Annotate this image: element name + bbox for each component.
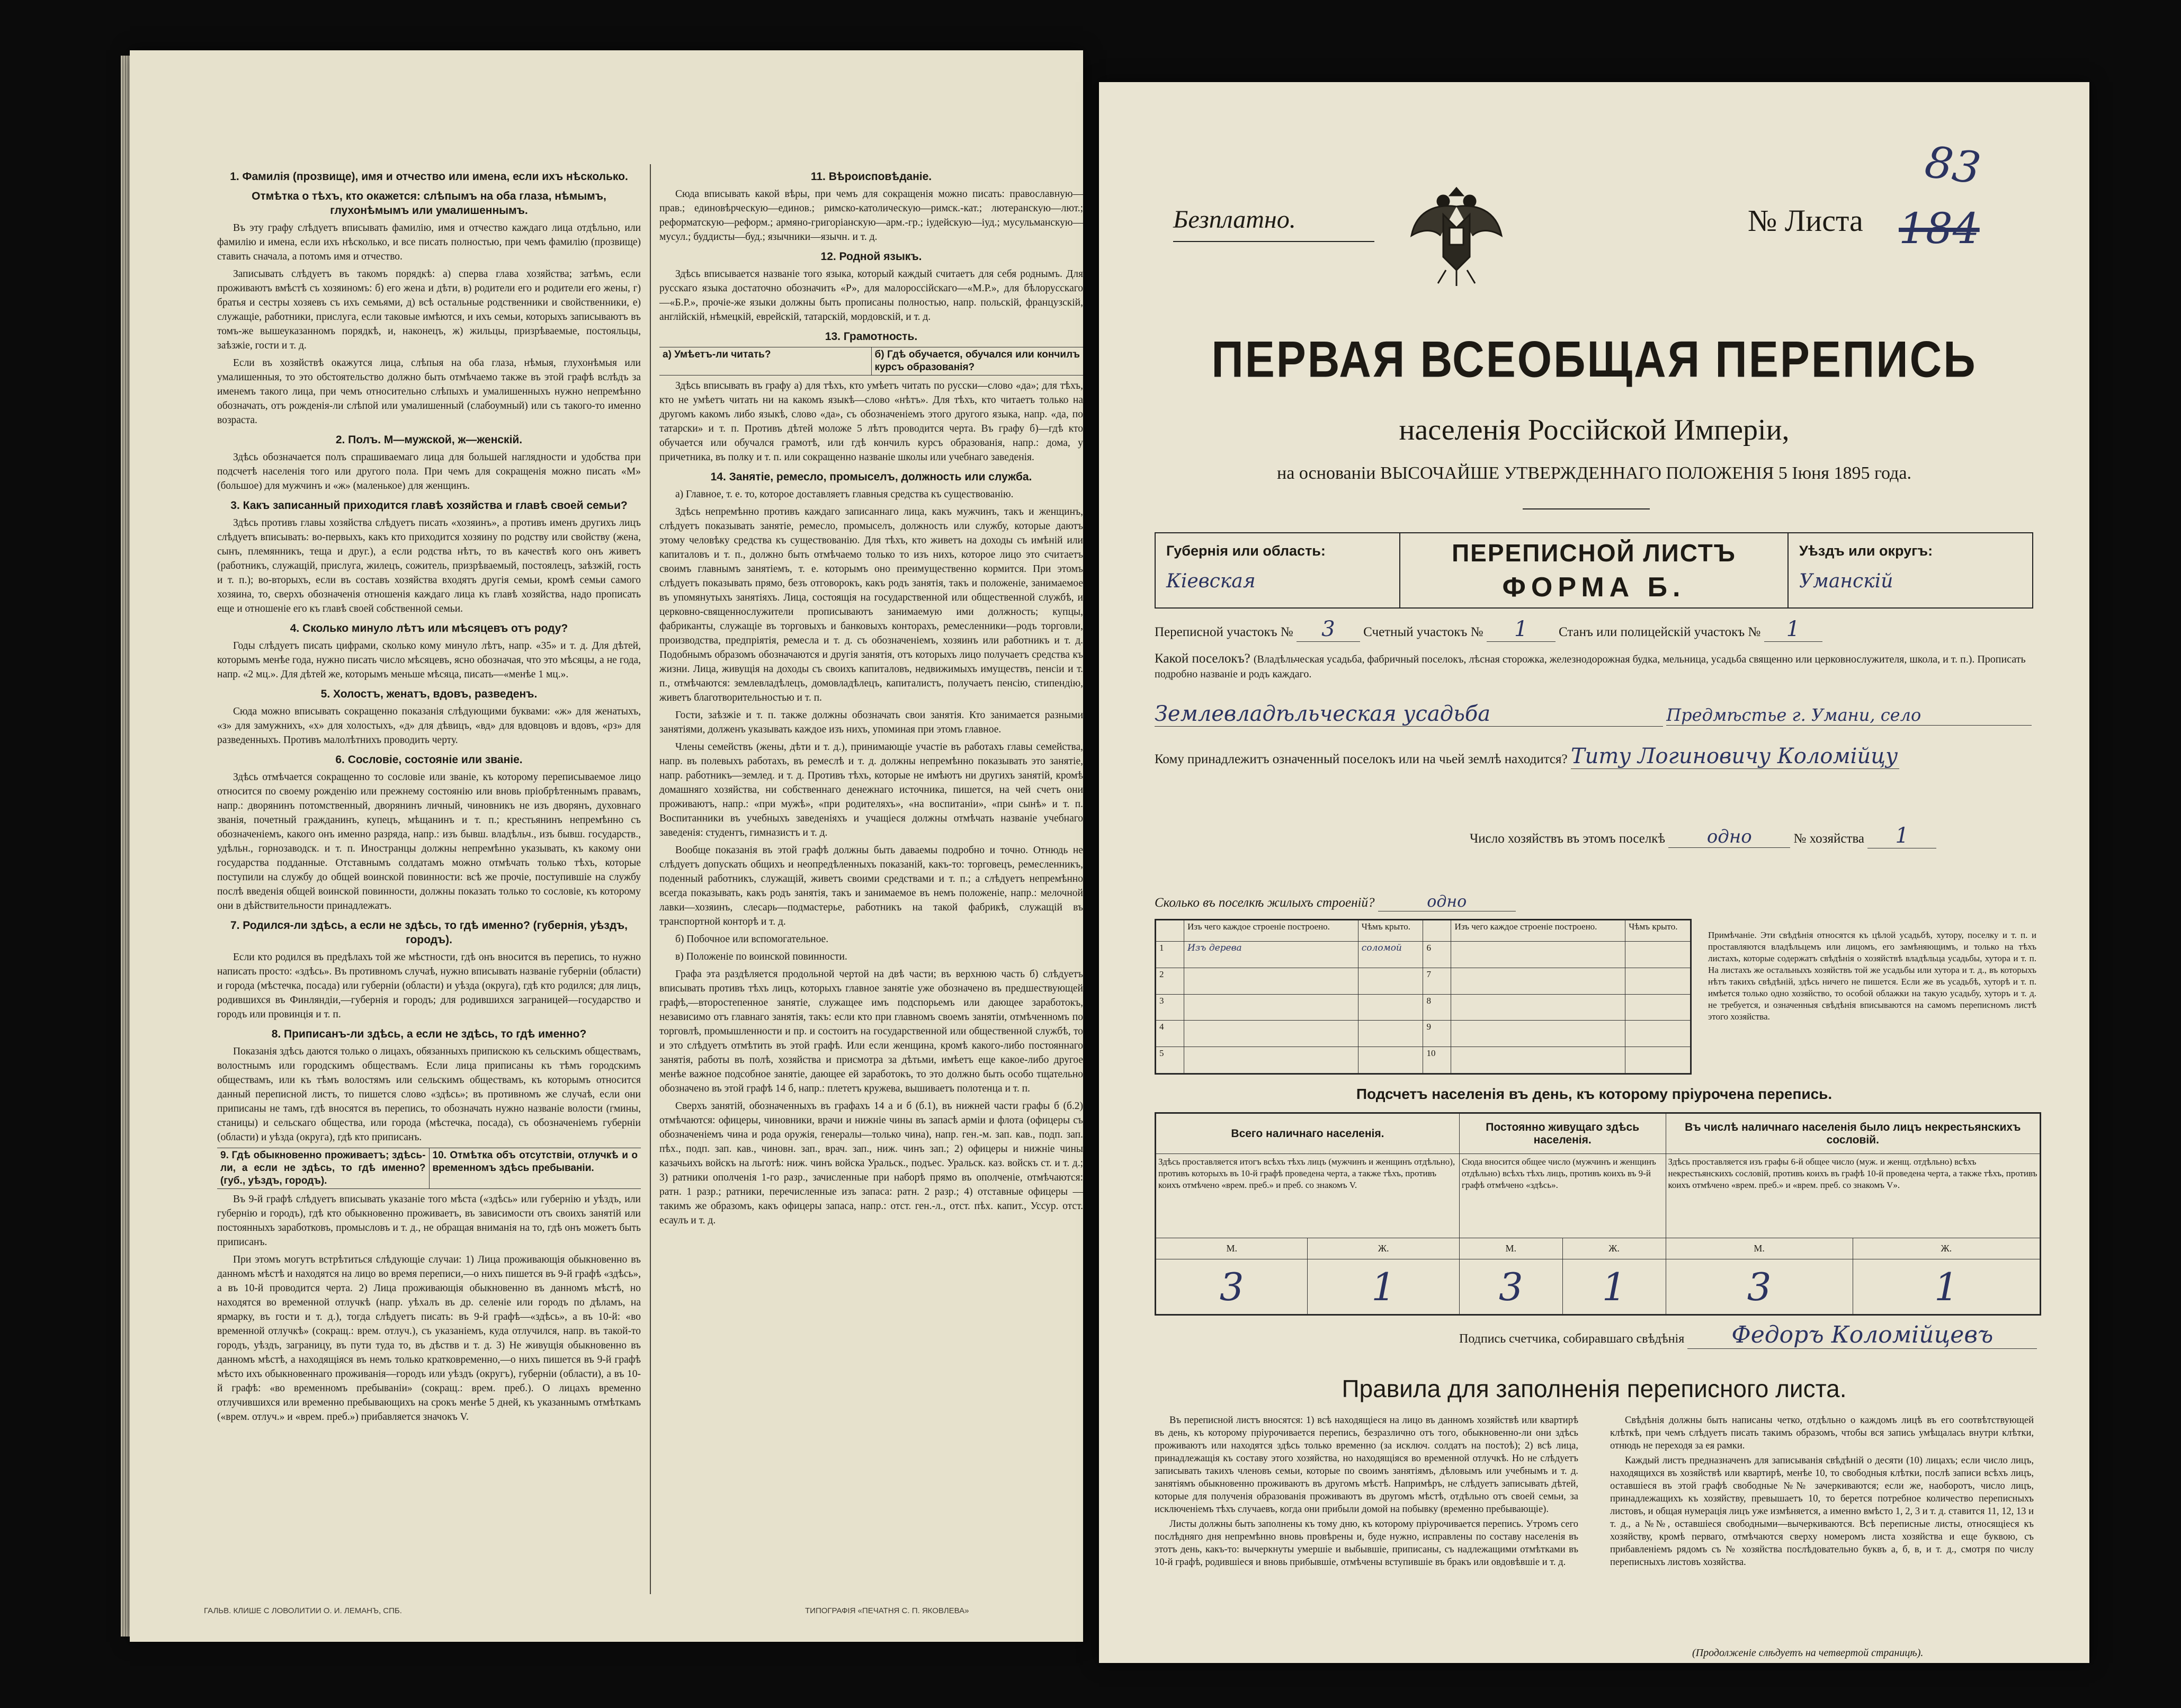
settlement-extra: Предмѣстье г. Умани, село [1666,705,2032,726]
bldg-row-roof [1358,1047,1423,1074]
section-paragraph: Здѣсь непремѣнно противъ каждаго записаннаго лица, какъ мужчинъ, такъ и женщинъ, слѣдуетъ показывать занятіе, ремесло, промыселъ, должность или службу, которые даютъ этому человѣку средства къ существованію. Для тѣхъ, кто живетъ на доходы съ имѣній или капиталовъ и т. п., должно быть отмѣчаемо только то изъ нихъ, которое лицо это считаетъ своимъ главнымъ занятіемъ, т. е. которымъ оно преимущественно кормится. При этомъ слѣдуетъ показывать прямо, безъ отговорокъ, какъ родъ занятія, такъ и положеніе, занимаемое въ упомянутыхъ занятіяхъ. Лица, состоящія на государственной или общественной службѣ, и церковно-священнослужители прописываютъ занимаемую ими должность; купцы, фабриканты, служащіе въ торговыхъ и банковыхъ конторахъ, ремесленники—родъ торговли, производства, предпріятія, ремесла и т. д. съ обозначеніемъ, хозяинъ или работникъ и т. д. Подобнымъ образомъ обозначаются и другія занятія, отъ которыхъ лицо получаетъ средства къ жизни. Лица, живущія на доходы съ своихъ капиталовъ, недвижимыхъ имуществъ, пенсіи и т. п., отмѣчаются: землевладѣлецъ, домовладѣлецъ, капиталистъ, получаетъ пенсію, стипендію, живетъ благотворительностью и т. п. [659,506,1083,703]
printer-note-right: ТИПОГРАФІЯ «ПЕЧАТНЯ С. П. ЯКОВЛЕВА» [805,1606,969,1615]
sections-row [1155,617,1822,642]
section-paragraph: Сюда вписывать какой вѣры, при чемъ для сокращенія можно писать: православную—прав.; единовѣрческую—единов.; римско-католическую—римск.-кат.; лютеранскую—лют.; реформатскую—реформ.; армяно-григоріанскую—арм.-гр.; іудейскую—іуд.; мусульманскую—мусул.; буддисты—буд.; язычники—язычн. и т. д. [659,189,1083,243]
free-label: Безплатно. [1173,205,1296,234]
bldg-row-roof [1625,942,1691,968]
owner-value: Титу Логиновичу Коломійцу [1571,744,1899,769]
printer-note-left: ГАЛЬВ. КЛИШЕ С ЛОВОЛИТИИ О. И. ЛЕМАНЪ, СПБ. [204,1606,402,1615]
bldg-row-roof [1358,994,1423,1021]
section-paragraph: а) Главное, т. е. то, которое доставляетъ главныя средства къ существованію. [675,489,1014,500]
settlement-row [1155,651,2034,681]
population-table [1155,1112,2041,1316]
households-value: одно [1668,826,1790,848]
section-heading: 2. Полъ. М—мужской, ж—женскій. [335,434,523,446]
county-label: Уѣздъ или округъ: [1799,543,1933,559]
section-paragraph: При этомъ могутъ встрѣтиться слѣдующіе случаи: 1) Лица проживающія обыкновенно въ данномъ мѣстѣ и находятся на лицо во время переписи,—о нихъ пишется въ 9-й графѣ «здѣсь», а въ 10-й проводится черта. 2) Лица проживающія обыкновенно въ данномъ мѣстѣ, но находятся во временной отлучкѣ (напр. уѣхалъ въ др. селеніе или городъ по дѣламъ, на ярмарку, въ гости и т. д.), тогда слѣдуетъ писать: въ 9-й графѣ—«здѣсь», а въ 10-й: «во временной отлучкѣ» (сокращ.: врем. отлуч.), съ указаніемъ, куда отлучился, напр. въ такой-то городъ, уѣздъ, заграницу, въ пути тудa то, въ дѣствв и т. д. 3) Не живущія обыкновенно въ данномъ мѣстѣ, а находящіяся въ немъ только кратковременно,—о нихъ пишется въ 9-й графѣ мѣсто ихъ обыкновеннаго проживанія—городъ или уѣздъ (округъ), губерніи (области), а въ 10-й графѣ: «во временномъ пребываніи» (сокращ.: врем. преб.). О лицахъ временно отлучившихся или временно пребывающихъ на срокъ менѣе 5 дней, къ указаннымъ отмѣткамъ («врем. отлуч.» и «врем. преб.») прибавляется значокъ V. [217,1254,641,1423]
bldg-row-built [1451,1021,1625,1047]
section-heading: 1. Фамилія (прозвище), имя и отчество или имена, если ихъ нѣсколько. [230,171,628,183]
households-row [1470,824,1936,848]
section-paragraph: б) Побочное или вспомогательное. [675,934,829,945]
bldg-row-built [1451,942,1625,968]
section-heading: 3. Какъ записанный приходится главѣ хозяйства и главѣ своей семьи? [230,499,628,512]
bldg-row-built [1451,968,1625,994]
bldg-row-no: 8 [1423,994,1451,1021]
pop-total-header: Всего наличнаго населенія. [1156,1114,1460,1154]
pop-total-female: 1 [1308,1259,1459,1314]
census-title: ПЕРВАЯ ВСЕОБЩАЯ ПЕРЕПИСЬ [1211,330,1977,388]
signature-row [1459,1321,2037,1349]
title-divider [1523,508,1650,509]
left-page-instructions [130,50,1083,1642]
section-heading: 11. Вѣроисповѣданіе. [810,171,932,183]
rules-paragraph: Листы должны быть заполнены къ тому дню, къ которому пріурочивается перепись. Утромъ сего послѣдняго дня непремѣнно вновь провѣрены и, буде нужно, исправлены по составу населенія въ этотъ день, какъ-то: вычеркнуты умершіе и выбывшіе, приписаны, съ надлежащими отмѣтками въ 10-й графѣ, родившіеся и вновь прибывшіе, отмѣчены вступившіе въ бракъ или овдовѣвшіе и т. д. [1155,1519,1578,1568]
bldg-row-roof [1625,1047,1691,1074]
form-header-box [1155,532,2033,609]
household-number-value: 1 [1867,824,1936,848]
right-page-census-form [1099,82,2089,1663]
bldg-no-header-2 [1423,920,1451,942]
section-heading: 5. Холостъ, женатъ, вдовъ, разведенъ. [320,688,538,700]
count-section-label: Счетный участокъ № [1363,625,1483,639]
section-heading: 14. Занятіе, ремесло, промыселъ, должность или служба. [710,471,1032,483]
pop-resident-male: 3 [1459,1259,1562,1314]
rules-paragraph: Въ переписной листъ вносятся: 1) всѣ находящіеся на лицо въ данномъ хозяйствѣ или квартирѣ въ день, къ которому пріурочивается перепись, безразлично отъ того, обыкновенно-ли они здѣсь проживаютъ или находятся здѣсь только временно (за исключ. солдатъ на постоѣ); 2) всѣ лица, принадлежащія къ составу этого хозяйства, но находящіяся во временной отлучкѣ. Но не слѣдуетъ записывать такихъ членовъ семьи, которые по своимъ занятіямъ, дѣловымъ или учебнымъ и т. д. занятіямъ обыкновенно проживаютъ въ другомъ мѣстѣ. Напримѣръ, не слѣдуетъ записывать дѣтей, которые для полученія образованія проживаютъ въ другомъ мѣстѣ, отдѣльно отъ своей семьи, за исключеніемъ тѣхъ случаевъ, когда они прибыли домой на побывку (временно пребывающіе). [1155,1415,1578,1515]
pop-resident-header: Постоянно живущаго здѣсь населенія. [1459,1114,1666,1154]
owner-label: Кому принадлежитъ означенный поселокъ или на чьей землѣ находится? [1155,752,1568,766]
column-divider [650,164,651,1594]
pop-total-male: 3 [1156,1259,1308,1314]
pop-male-label: М. [1459,1238,1562,1259]
bldg-row-built [1184,1021,1358,1047]
bldg-row-no: 2 [1156,968,1184,994]
bldg-row-roof [1625,968,1691,994]
split-heading-cell: а) Умѣетъ-ли читать? [663,349,771,360]
bldg-row-no: 7 [1423,968,1451,994]
signature-value: Федоръ Коломійцевъ [1687,1321,2037,1349]
section-paragraph: Здѣсь вписывать въ графу а) для тѣхъ, кто умѣетъ читать по русски—слово «да»; для тѣхъ, кто не умѣетъ читать ни на какомъ языкѣ—слово «нѣтъ». Для тѣхъ, кто читаетъ только на другомъ какомъ либо языкѣ, слово «да», съ обозначеніемъ этого другого языка, напр. «да, по татарски» и т. п. Противъ дѣтей моложе 5 лѣтъ проводится черта. Въ графу б)—гдѣ кто обучается или обучался грамотѣ, или гдѣ кончилъ курсъ образованія, напр.: дома, у причетника, въ полку и т. п. или сокращенно названіе школы или учебнаго заведенія. [659,380,1083,463]
rules-paragraph: Каждый листъ предназначенъ для записыванія свѣдѣній о десяти (10) лицахъ; если число лицъ, находящихся въ хозяйствѣ или квартирѣ, менѣе 10, то свободныя клѣтки, послѣ записи всѣхъ лицъ, оставшіеся въ этой графѣ свободные №№ зачеркиваются; если же, наоборотъ, число лицъ, принадлежащихъ къ хозяйству, превышаетъ 10, то берется потребное количество переписныхъ листовъ, и общая нумерація лицъ уже измѣняется, а именно вмѣсто 1, 2, 3 и т. д. ставится 11, 12, 13 и т. д., а №№, оставшіеся свободными—вычеркиваются. Всѣ переписные листы, относящіеся къ хозяйству, кромѣ перваго, отмѣчаются сверху номеромъ листа хозяйства и еще буквою, съ прибавленіемъ рядомъ съ № хозяйства послѣдовательно буквъ а, б, в, и т. д., смотря по числу переписныхъ листовъ хозяйства. [1610,1455,2034,1568]
list-form: ФОРМА Б. [1502,572,1686,603]
section-heading: 4. Сколько минуло лѣтъ или мѣсяцевъ отъ роду? [290,622,568,634]
bldg-row-built [1184,994,1358,1021]
police-section-value: 1 [1764,617,1822,642]
census-section-label: Переписной участокъ № [1155,625,1293,639]
section-paragraph: Въ эту графу слѣдуетъ вписывать фамилію, имя и отчество каждаго лица отдѣльно, или фамилію и имена, если ихъ нѣсколько, и все писать полностью, при чемъ фамилію (прозвище) ставить сначала, а потомъ имя и отчество. [217,222,641,262]
rules-title: Правила для заполненія переписного листа. [1342,1375,1847,1402]
section-heading: 13. Грамотность. [825,330,918,343]
bldg-row-no: 6 [1423,942,1451,968]
bldg-row-roof [1625,1021,1691,1047]
bldg-row-no: 10 [1423,1047,1451,1074]
bldg-row-no: 3 [1156,994,1184,1021]
buildings-note: Примѣчаніе. Эти свѣдѣнія относятся къ цѣлой усадьбѣ, хутору, поселку и т. п. и проставляются владѣльцемъ или лицомъ, его замѣняющимъ, и только на тѣхъ листахъ, которые содержатъ свѣдѣнія о хозяйствѣ владѣльца усадьбы, хутора и т. п. На листахъ же остальныхъ хозяйствъ той же усадьбы или хутора и т. д., въ которыхъ нѣтъ такихъ свѣдѣній, здѣсь ничего не пишется. Если же въ усадьбѣ, хуторѣ и т. п. имѣется только одно хозяйство, то особой облажки на такую усадьбу, хуторъ и т. д. не требуется, и означенныя свѣдѣнія вписываются на самомъ переписномъ листѣ этого хозяйства. [1708,930,2036,1022]
bldg-row-built [1184,968,1358,994]
bldg-roof-header: Чѣмъ крыто. [1358,920,1423,942]
form-title-cell [1400,533,1789,607]
section-paragraph: Здѣсь противъ главы хозяйства слѣдуетъ писать «хозяинъ», а противъ именъ другихъ лицъ слѣдуетъ вписывать: во-первыхъ, какъ кто приходится хозяину по родству или свойству (жена, сынъ, племянникъ, теща и друг.), а если родства нѣтъ, то въ качествѣ кого онъ живетъ (работникъ, служащій, прислуга, жилецъ, сожитель, призрѣваемый, постоялецъ, заѣзжій, гость и т. п.); во-вторыхъ, если въ составъ хозяйства входятъ другія семьи, кромѣ семьи самого хозяина, то, сверхъ обозначенія отношенія каждаго лица къ главѣ хозяйства, надо прописать еще и отношеніе его къ главѣ своей собственной семьи. [217,517,641,614]
section-paragraph: Если въ хозяйствѣ окажутся лица, слѣпыя на оба глаза, нѣмыя, глухонѣмыя или умалишенныя, то это обстоятельство должно быть отмѣчаемо также въ этой графѣ вслѣдъ за именемъ такого лица, при чемъ относительно слѣпыхъ и умалишенныхъ нужно непремѣнно обозначать, отъ рожденія-ли слѣпой или умалишенный (слабоумный) или съ такого-то именно возраста. [217,357,641,426]
section-paragraph: Вообще показанія въ этой графѣ должны быть даваемы подробно и точно. Отнюдь не слѣдуетъ допускать общихъ и неопредѣленныхъ показаній, какъ-то: торговецъ, ремесленникъ, поденный работникъ, служащій, живетъ своими средствами и т. п.; а слѣдуетъ непремѣнно всегда показывать, какъ родъ занятія, такъ и занимаемое въ немъ положеніе, напр.: мелочной лавки—хозяинъ, слесарь—подмастерье, работникъ на такой фабрикѣ, служащій въ транспортной конторѣ и т. д. [659,845,1083,927]
pop-resident-desc: Сюда вносится общее число (мужчинъ и женщинъ отдѣльно) всѣхъ тѣхъ лицъ, противъ коихъ въ 9-й графѣ отмѣчено «здѣсь». [1459,1154,1666,1238]
pop-nonpeasant-header: Въ числѣ наличнаго населенія было лицъ некрестьянскихъ сословій. [1666,1114,2040,1154]
section-paragraph: Сюда можно вписывать сокращенно показанія слѣдующими буквами: «ж» для женатыхъ, «з» для замужнихъ, «х» для холостыхъ, «д» для дѣвицъ, «вд» для вдовцовъ и вдовъ, «рз» для разведенныхъ. Противъ малолѣтнихъ проводить черту. [217,706,641,746]
section-heading: 7. Родился-ли здѣсь, а если не здѣсь, то гдѣ именно? (губернія, уѣздъ, городъ). [230,919,628,946]
section-heading: Отмѣтка о тѣхъ, кто окажется: слѣпымъ на оба глаза, нѣмымъ, глухонѣмымъ или умалишеннымъ. [252,190,606,217]
section-paragraph: Сверхъ занятій, обозначенныхъ въ графахъ 14 а и б (б.1), въ нижней части графы б (б.2) отмѣчаются: офицеры, чиновники, врачи и нижніе чины въ запасѣ арміи и флота (офицеры съ обозначеніемъ чина и рода оружія, генералы—только чина), напр. ген.-м. зап. кав., подп. зап. пѣх., подп. зап. кав., чиновн. зап., врач. зап., ниж. чинъ зап.; 2) офицеры и нижніе чины казачьихъ войскъ на льготѣ: ниж. чинъ войска Уральск., подъес. Уральск. каз. войскъ ст. и т. д.; 3) ратники ополченія 1-го разр., зачисленные при наборѣ прямо въ ополченіе, отмѣчаются: ратн. 1 разр.; ратники, перечисленные изъ запаса: ратн. 2 разр.; 4) отставные офицеры — такимъ же образомъ, какъ офицеры запаса, напр.: отст. ген.-л., отст. пѣх. капит., Уссур. отст. есаулъ и т. д. [659,1101,1083,1226]
rules-paragraph: Свѣдѣнія должны быть написаны четко, отдѣльно о каждомъ лицѣ въ его соотвѣтствующей клѣткѣ, при чемъ слѣдуетъ писать такимъ образомъ, чтобы вся запись умѣщалась внутри клѣтки, отнюдь не переходя за ея рамки. [1610,1415,2034,1451]
section-paragraph: Здѣсь отмѣчается сокращенно то сословіе или званіе, къ которому переписываемое лицо относится по своему рожденію или прежнему состоянію или вновь пріобрѣтеннымъ правамъ, напр.: дворянинъ потомственный, дворянинъ личный, чиновникъ не изъ дворянъ, духовнаго званія, почетный гражданинъ, купецъ, мѣщанинъ и т. п.; крестьянинъ непремѣнно съ обозначеніемъ, какого онъ именно разряда, напр.: изъ бывш. владѣльч., изъ бывш. государств., удѣльн., горнозаводск. и т. п. Иностранцы должны непремѣнно указывать, къ какому они государства подданные. Отставнымъ солдатамъ можно отмѣчать только тѣхъ, которые поступили на службу до общей воинской повинности: всѣ же прочіе, поступившіе на службу послѣ введенія общей воинской повинности, должны показать только то сословіе, къ которому они в дѣйствительности принадлежатъ. [217,772,641,911]
bldg-no-header [1156,920,1184,942]
bldg-row-no: 4 [1156,1021,1184,1047]
pop-resident-female: 1 [1562,1259,1666,1314]
population-heading: Подсчетъ населенія въ день, къ которому пріурочена перепись. [1356,1086,1833,1102]
section-paragraph: Гости, заѣзжіе и т. п. также должны обозначать свои занятія. Кто занимается разными занятіями, долженъ указывать каждое изъ нихъ, упоминая при этомъ главное. [659,710,1083,735]
instructions-column-left [217,164,641,1427]
county-value: Уманскій [1799,570,1893,592]
section-paragraph: Показанія здѣсь даются только о лицахъ, обязанныхъ припискою къ сельскимъ обществамъ, волостнымъ или городскимъ обществамъ. Если лица приписаны къ тѣмъ городскимъ обществамъ, или къ тѣмъ волостямъ или сельскимъ обществамъ, къ которымъ относится данный переписной листъ, то пишется слово «здѣсь»; въ противномъ же случаѣ, если они приписаны не тамъ, гдѣ вносятся въ перепись, то обозначать нужно названіе волости (гмины, станицы) и сельскаго общества, или города (мѣстечка, посада), съ обозначеніемъ губерніи (области) и уѣзда (округа), гдѣ кто приписанъ. [217,1046,641,1143]
section-heading: 6. Сословіе, состояніе или званіе. [335,754,523,766]
bldg-row-built [1451,1047,1625,1074]
pop-nonpeasant-male: 3 [1666,1259,1853,1314]
section-paragraph: Члены семействъ (жены, дѣти и т. д.), принимающіе участіе въ работахъ главы семейства, напр. въ полевыхъ работахъ, въ ремеслѣ и т. д. должны непремѣнно показывать это занятіе, напр. работникъ—землед. и т. д. Противъ тѣхъ, которые не имѣютъ ни другихъ занятій, кромѣ домашняго хозяйства, ни собственнаго денежнаго источника, пишется, на чей счетъ они проживаютъ, напр.: «при мужѣ», «при родителяхъ», «на воспитаніи», «при сынѣ» и т. п. Воспитанники въ учебныхъ заведеніяхъ и учащіеся должны отмѣчать названіе учебнаго заведенія: студентъ, гимназистъ и т. д. [659,741,1083,838]
section-paragraph: Здѣсь вписывается названіе того языка, который каждый считаетъ для себя роднымъ. Для русскаго языка достаточно обозначить «Р», для малороссійскаго—«М.Р.», для бѣлорусскаго—«Б.Р.», прочіе-же языки должны быть прописаны полностью, напр. польскій, французскій, англійскій, нѣмецкій, еврейскій, татарскій, мордовскій, и т. д. [659,269,1083,323]
household-number-label: № хозяйства [1793,831,1865,846]
province-label: Губернія или область: [1166,543,1326,559]
buildings-label: Сколько въ поселкѣ жилыхъ строеній? [1155,896,1375,910]
split-heading-cell: 9. Гдѣ обыкновенно проживаетъ; здѣсь-ли, а если не здѣсь, то гдѣ именно? (губ., уѣздъ, городъ). [220,1150,426,1186]
split-heading-cell: 10. Отмѣтка объ отсутствіи, отлучкѣ и о временномъ здѣсь пребываніи. [429,1148,641,1188]
households-label: Число хозяйствъ въ этомъ поселкѣ [1470,831,1666,846]
sheet-number-handwritten: 83 [1921,137,1984,194]
bldg-roof-header-2: Чѣмъ крыто. [1625,920,1691,942]
pop-female-label: Ж. [1853,1238,2040,1259]
split-heading-cell: б) Гдѣ обучается, обучался или кончилъ курсъ образованія? [871,347,1084,375]
section-paragraph: Здѣсь обозначается полъ спрашиваемаго лица для большей наглядности и удобства при подсчетѣ населенія того или другого пола. При чемъ для сокращенія можно писать «М» (большое) для мужчинъ и «ж» (маленькое) для женщинъ. [217,452,641,491]
instructions-column-right [659,164,1083,1231]
bldg-row-roof [1625,994,1691,1021]
pop-nonpeasant-desc: Здѣсь проставляется изъ графы 6-й общее число (муж. и женщ. отдѣльно) всѣхъ некрестьянскихъ сословій, противъ коихъ въ графѣ 10-й проведена черта, а также тѣхъ, противъ коихъ отмѣчено «врем. преб.» и «врем. преб. со знакомъ V». [1666,1154,2040,1238]
rules-column-right [1610,1414,2034,1571]
bldg-row-roof [1358,1021,1423,1047]
sheet-number-struck: 184 [1899,204,1980,253]
double-headed-eagle-icon [1406,177,1507,289]
pop-male-label: М. [1666,1238,1853,1259]
bldg-row-built [1451,994,1625,1021]
bldg-built-header: Изъ чего каждое строеніе построено. [1184,920,1358,942]
province-cell [1156,533,1400,607]
pop-total-desc: Здѣсь проставляется итогъ всѣхъ тѣхъ лицъ (мужчинъ и женщинъ отдѣльно), противъ которыхъ въ 10-й графѣ проведена черта, а также тѣхъ, противъ коихъ отмѣчено «врем. преб.» и преб. со знакомъ V. [1156,1154,1460,1238]
settlement-hint: (Владѣльческая усадьба, фабричный поселокъ, лѣсная сторожка, железнодорожная будка, мельница, усадьба священно или церковнослужителя, школа, и т. п.). Прописать подробно названіе и родъ каждаго. [1155,654,2026,680]
bldg-row-built: Изъ дерева [1184,942,1358,968]
section-heading: 12. Родной языкъ. [820,251,922,263]
list-title: ПЕРЕПИСНОЙ ЛИСТЪ [1452,539,1736,567]
pop-female-label: Ж. [1308,1238,1459,1259]
split-heading [217,1148,641,1189]
census-subtitle: населенія Россійской Имперіи, [1399,414,1790,446]
section-paragraph: Если кто родился въ предѣлахъ той же мѣстности, гдѣ онъ вносится въ перепись, то нужно написать просто: «здѣсь». Въ противномъ случаѣ, нужно вписывать названіе губерніи (области) и города (мѣстечка, посада) или губерніи (области) и уѣзда (округа), гдѣ кто родился; для лицъ, родившихся въ Финляндіи,—губернія и городъ; для родившихся заграницей—государство и городъ или провинція и т. п. [217,952,641,1020]
pop-nonpeasant-female: 1 [1853,1259,2040,1314]
settlement-label: Какой поселокъ? [1155,651,1250,666]
owner-row [1155,744,1899,769]
buildings-table [1155,919,1692,1075]
census-section-value: 3 [1297,617,1360,642]
split-heading [659,347,1083,375]
signature-label: Подпись счетчика, собиравшаго свѣдѣнія [1459,1332,1685,1346]
sheet-number-label: № Листа [1748,203,1863,238]
census-legal-basis: на основаніи ВЫСОЧАЙШЕ УТВЕРЖДЕННАГО ПОЛОЖЕНІЯ 5 Іюня 1895 года. [1277,463,1911,483]
bldg-row-roof: соломой [1358,942,1423,968]
section-paragraph: Графа эта раздѣляется продольной чертой на двѣ части; въ верхнюю часть б) слѣдуетъ вписывать противъ тѣхъ лицъ, которыхъ главное занятіе уже обозначено въ предшествующей графѣ,—второстепенное занятіе, служащее имъ подспорьемъ или дающее заработокъ, независимо отъ главнаго занятія, такъ: если кто при главномъ своемъ занятіи, отмѣченномъ по торговлѣ, промышленности и пр. и состоитъ на государственной или общественной службѣ, то и это слѣдуетъ отмѣтить въ этой графѣ. Или если женщина, кромѣ какого-либо постояннаго занятія, работы въ полѣ, хозяйства и присмотра за дѣтьми, имѣетъ еще какое-либо другое менѣе важное подсобное занятіе, дающее ей заработокъ, то это должно быть особо тщательно обозначено въ этой графѣ 14 б, напр.: плететъ кружева, вышиваетъ полотенца и т. п. [659,969,1083,1094]
county-cell [1789,533,2032,607]
continue-note: (Продолженіе слѣдуетъ на четвертой страницѣ). [1692,1647,1924,1659]
bldg-row-built [1184,1047,1358,1074]
section-paragraph: Въ 9-й графѣ слѣдуетъ вписывать указаніе того мѣста («здѣсь» или губернію и уѣздъ, или губернію и городъ), гдѣ кто обыкновенно проживаетъ, въ зависимости отъ своихъ занятій или постоянныхъ заработковъ, промысловъ и т. д., не обращая вниманія на то, гдѣ онъ можетъ быть приписанъ. [217,1194,641,1248]
bldg-row-no: 9 [1423,1021,1451,1047]
settlement-value: Землевладѣльческая усадьба [1155,702,1663,727]
bldg-row-roof [1358,968,1423,994]
settlement-value-row [1155,702,2032,727]
pop-male-label: М. [1156,1238,1308,1259]
bldg-row-no: 1 [1156,942,1184,968]
section-heading: 8. Приписанъ-ли здѣсь, а если не здѣсь, то гдѣ именно? [271,1028,587,1040]
bldg-built-header-2: Изъ чего каждое строеніе построено. [1451,920,1625,942]
pop-female-label: Ж. [1562,1238,1666,1259]
buildings-row [1155,892,1516,911]
province-value: Кіевская [1166,570,1256,592]
section-paragraph: в) Положеніе по воинской повинности. [675,951,847,962]
buildings-value: одно [1378,892,1516,911]
count-section-value: 1 [1487,617,1556,642]
free-label-rule [1173,241,1374,242]
rules-column-left [1155,1414,1578,1571]
bldg-row-no: 5 [1156,1047,1184,1074]
police-section-label: Станъ или полицейскій участокъ № [1558,625,1761,639]
section-paragraph: Годы слѣдуетъ писать цифрами, сколько кому минуло лѣтъ, напр. «35» и т. д. Для дѣтей, которымъ менѣе года, нужно писать число мѣсяцевъ, ясно обозначая, что это мѣсяцы, а не года, напр. «2 мц.». Для дѣтей же, которымъ меньше мѣсяца, писать—«менѣе 1 мц.». [217,640,641,680]
section-paragraph: Записывать слѣдуетъ въ такомъ порядкѣ: а) сперва глава хозяйства; затѣмъ, если проживаютъ вмѣстѣ съ хозяиномъ: б) его жена и дѣти, в) родители его и родители его жены, г) братья и сестры хозяевъ съ ихъ семьями, д) всѣ остальные родственники и свойственники, е) служащіе, работники, прислуга, если таковые имѣются, и ихъ семьи, которыхъ записываютъ въ томъ-же вышеуказанномъ порядкѣ, и, наконецъ, ж) жильцы, призрѣваемые, постояльцы, заѣзжіе, гости и т. д. [217,269,641,351]
